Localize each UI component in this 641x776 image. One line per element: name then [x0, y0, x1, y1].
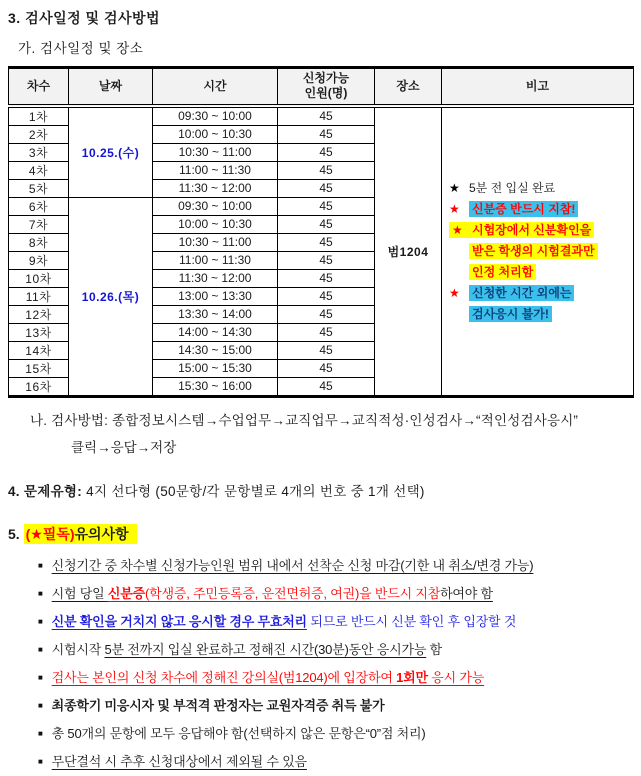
- round-cell: 16차: [9, 377, 69, 396]
- notice-text: 검사는 본인의 신청 차수에 정해진 강의실(범1204)에 입장하여: [51, 669, 397, 685]
- col-header-remark: 비고: [442, 68, 634, 106]
- time-cell: 09:30 ~ 10:00: [153, 106, 278, 126]
- notice-text: 5분 전까지 입실 완료하고 정해진 시간(30분)동안 응시가능: [104, 641, 427, 657]
- capacity-cell: 45: [278, 269, 375, 287]
- remark-text: 5분 전 입실 완료: [469, 180, 556, 195]
- round-cell: 15차: [9, 359, 69, 377]
- section4-line: [8, 480, 633, 500]
- round-cell: 9차: [9, 251, 69, 269]
- remark-line: [449, 241, 633, 262]
- capacity-cell: 45: [278, 161, 375, 179]
- round-cell: 11차: [9, 287, 69, 305]
- capacity-cell: 45: [278, 179, 375, 197]
- notice-item: [38, 636, 633, 664]
- time-cell: 09:30 ~ 10:00: [153, 197, 278, 215]
- bullet-icon: ■: [38, 728, 43, 738]
- schedule-table: [8, 66, 634, 398]
- notice-text: 되므로 반드시 신분 확인 후 입장할 것: [306, 613, 517, 629]
- section5-number: 5.: [8, 525, 20, 542]
- notice-text: 1회만: [396, 669, 428, 685]
- capacity-cell: 45: [278, 251, 375, 269]
- time-cell: 11:30 ~ 12:00: [153, 269, 278, 287]
- capacity-cell: 45: [278, 377, 375, 396]
- section5-title: 유의사항: [74, 525, 129, 542]
- capacity-cell: 45: [278, 323, 375, 341]
- notice-text: 함: [426, 641, 442, 657]
- notice-text: 총 50개의 문항에 모두 응답해야 함(선택하지 않은 문항은“0”점 처리): [51, 725, 426, 741]
- notice-list: [8, 552, 633, 776]
- time-cell: 11:30 ~ 12:00: [153, 179, 278, 197]
- method-flow: 종합정보시스템→수업업무→교직업무→교직적성·인성검사→“적인성검사응시”: [112, 412, 579, 428]
- col-header-place: 장소: [375, 68, 442, 106]
- notice-text: 응시 가능: [427, 669, 485, 685]
- time-cell: 10:30 ~ 11:00: [153, 143, 278, 161]
- round-cell: 3차: [9, 143, 69, 161]
- notice-item: [38, 720, 633, 748]
- section3-title: 3. 검사일정 및 검사방법: [8, 10, 161, 26]
- notice-item: [38, 692, 633, 720]
- capacity-cell: 45: [278, 143, 375, 161]
- round-cell: 14차: [9, 341, 69, 359]
- section4-label: 4. 문제유형:: [8, 483, 83, 499]
- capacity-header-line1: 신청가능: [302, 71, 350, 86]
- capacity-cell: 45: [278, 287, 375, 305]
- time-cell: 13:30 ~ 14:00: [153, 305, 278, 323]
- capacity-cell: 45: [278, 359, 375, 377]
- round-cell: 4차: [9, 161, 69, 179]
- remark-line: [449, 283, 633, 304]
- time-cell: 14:00 ~ 14:30: [153, 323, 278, 341]
- notice-text: 신분증: [107, 585, 145, 601]
- remark-line: [449, 199, 633, 220]
- bullet-icon: ■: [38, 700, 43, 710]
- section5-star-label: (★필독): [25, 525, 75, 542]
- remark-notes: [442, 178, 633, 325]
- round-cell: 12차: [9, 305, 69, 323]
- method-flow2: 클릭→응답→저장: [71, 439, 177, 455]
- round-cell: 1차: [9, 106, 69, 126]
- round-cell: 10차: [9, 269, 69, 287]
- notice-item: [38, 552, 633, 580]
- time-cell: 10:00 ~ 10:30: [153, 125, 278, 143]
- section4-text: 4지 선다형 (50문항/각 문항별로 4개의 번호 중 1개 선택): [86, 483, 425, 499]
- method-line2: [8, 436, 633, 456]
- method-label: 나. 검사방법:: [30, 412, 109, 428]
- remark-text: 인정 처리함: [469, 264, 536, 280]
- bullet-icon: ■: [38, 672, 43, 682]
- remark-line: [449, 304, 633, 325]
- notice-text: 신분 확인을 거치지 않고 응시할 경우 무효처리: [51, 613, 307, 629]
- capacity-cell: 45: [278, 197, 375, 215]
- section5-heading: [8, 524, 633, 544]
- date-cell-oct26: 10.26.(목): [69, 197, 153, 396]
- col-header-capacity: [278, 68, 375, 106]
- round-cell: 6차: [9, 197, 69, 215]
- remark-text: 시험장에서 신분확인을: [472, 222, 592, 237]
- time-cell: 13:00 ~ 13:30: [153, 287, 278, 305]
- remark-text: 검사응시 불가!: [469, 306, 552, 322]
- remark-cell: [442, 106, 634, 397]
- date-cell-oct25: 10.25.(수): [69, 106, 153, 198]
- notice-item: [38, 748, 633, 776]
- place-cell: 범1204: [375, 106, 442, 397]
- round-cell: 8차: [9, 233, 69, 251]
- bullet-icon: ■: [38, 616, 43, 626]
- round-cell: 7차: [9, 215, 69, 233]
- time-cell: 14:30 ~ 15:00: [153, 341, 278, 359]
- star-icon: ★: [449, 285, 460, 300]
- capacity-header-line2: 인원(명): [304, 86, 348, 101]
- remark-text: 신분증 반드시 지참!: [469, 201, 578, 217]
- header-row: [9, 68, 634, 106]
- notice-item: [38, 664, 633, 692]
- capacity-cell: 45: [278, 341, 375, 359]
- capacity-cell: 45: [278, 215, 375, 233]
- bullet-icon: ■: [38, 756, 43, 766]
- notice-item: [38, 608, 633, 636]
- capacity-cell: 45: [278, 106, 375, 126]
- capacity-cell: 45: [278, 233, 375, 251]
- table-row: [9, 106, 634, 126]
- notice-text: 시험 당일: [51, 585, 108, 601]
- round-cell: 13차: [9, 323, 69, 341]
- star-icon: ★: [452, 222, 463, 237]
- notice-text: 무단결석 시 추후 신청대상에서 제외될 수 있음: [51, 753, 307, 769]
- remark-text: 받은 학생의 시험결과만: [469, 243, 598, 259]
- star-icon: ★: [449, 201, 460, 216]
- time-cell: 10:30 ~ 11:00: [153, 233, 278, 251]
- time-cell: 10:00 ~ 10:30: [153, 215, 278, 233]
- star-icon: ★: [449, 180, 460, 195]
- notice-text: (학생증, 주민등록증, 운전면허증, 여권)을 반드시 지참: [144, 585, 441, 601]
- time-cell: 15:00 ~ 15:30: [153, 359, 278, 377]
- remark-line: [449, 220, 633, 241]
- section5-highlight: [24, 524, 137, 544]
- col-header-date: 날짜: [69, 68, 153, 106]
- remark-highlight: [449, 222, 594, 238]
- notice-text: 하여야 함: [440, 585, 493, 601]
- bullet-icon: ■: [38, 588, 43, 598]
- method-line: [8, 409, 633, 429]
- time-cell: 11:00 ~ 11:30: [153, 251, 278, 269]
- notice-item: [38, 580, 633, 608]
- remark-line: [449, 262, 633, 283]
- remark-text: 신청한 시간 외에는: [469, 285, 574, 301]
- capacity-cell: 45: [278, 125, 375, 143]
- col-header-time: 시간: [153, 68, 278, 106]
- round-cell: 5차: [9, 179, 69, 197]
- remark-line: [449, 178, 633, 199]
- time-cell: 15:30 ~ 16:00: [153, 377, 278, 396]
- section3-subtitle: 가. 검사일정 및 장소: [18, 41, 144, 56]
- capacity-cell: 45: [278, 305, 375, 323]
- notice-text: 신청기간 중 차수별 신청가능인원 범위 내에서 선착순 신청 마감(기한 내 취소/변경 가능): [51, 557, 534, 573]
- notice-text: 최종학기 미응시자 및 부적격 판정자는 교원자격증 취득 불가: [51, 697, 385, 713]
- bullet-icon: ■: [38, 560, 43, 570]
- round-cell: 2차: [9, 125, 69, 143]
- col-header-round: 차수: [9, 68, 69, 106]
- bullet-icon: ■: [38, 644, 43, 654]
- time-cell: 11:00 ~ 11:30: [153, 161, 278, 179]
- notice-text: 시험시작: [51, 641, 105, 657]
